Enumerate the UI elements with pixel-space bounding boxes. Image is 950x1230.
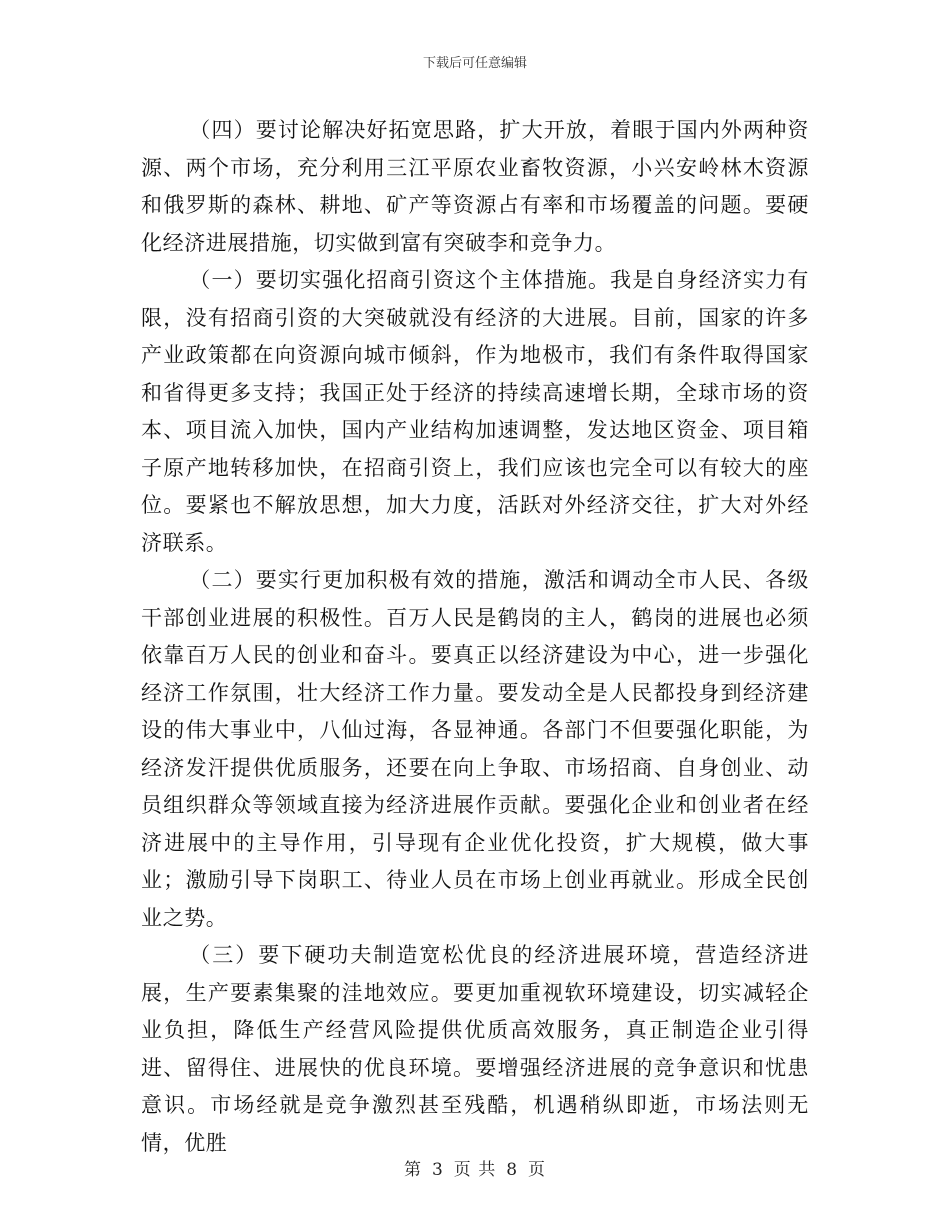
paragraph-2: （二）要实行更加积极有效的措施，激活和调动全市人民、各级干部创业进展的积极性。百万人民是鹤岗的主人，鹤岗的进展也必须依靠百万人民的创业和奋斗。要真正以经济建设为中心，进一步强化经济工作氛围，壮大经济工作力量。要发动全是人民都投身到经济建设的伟大事业中，八仙过海，各显神通。各部门不但要强化职能，为经济发汗提供优质服务，还要在向上争取、市场招商、自身创业、动员组织群众等领域直接为经济进展作贡献。要强化企业和创业者在经济进展中的主导作用，引导现有企业优化投资，扩大规模，做大事业；激励引导下岗职工、待业人员在市场上创业再就业。形成全民创业之势。 [141,568,809,930]
paragraph-1: （一）要切实强化招商引资这个主体措施。我是自身经济实力有限，没有招商引资的大突破就没有经济的大进展。目前，国家的许多产业政策都在向资源向城市倾斜，作为地极市，我们有条件取得国家和省得更多支持；我国正处于经济的持续高速增长期，全球市场的资本、项目流入加快，国内产业结构加速调整，发达地区资金、项目箱子原产地转移加快，在招商引资上，我们应该也完全可以有较大的座位。要紧也不解放思想，加大力度，活跃对外经济交往，扩大对外经济联系。 [141,268,809,555]
footer-current-page: 3 [431,1160,444,1180]
footer-total-pages: 8 [506,1160,519,1180]
footer-prefix: 第 [403,1160,422,1180]
document-body [141,112,809,1162]
paragraph-4: （四）要讨论解决好拓宽思路，扩大开放，着眼于国内外两种资源、两个市场，充分利用三江平原农业畜牧资源，小兴安岭林木资源和俄罗斯的森林、耕地、矿产等资源占有率和市场覆盖的问题。要硬化经济进展措施，切实做到富有突破李和竞争力。 [141,118,809,255]
footer-suffix: 页 [528,1160,547,1180]
page-header-note: 下载后可任意编辑 [422,56,527,71]
page-footer [0,1155,950,1180]
footer-middle: 页 共 [453,1160,497,1180]
paragraph-3: （三）要下硬功夫制造宽松优良的经济进展环境，营造经济进展，生产要素集聚的洼地效应。要更加重视软环境建设，切实减轻企业负担，降低生产经营风险提供优质高效服务，真正制造企业引得进、留得住、进展快的优良环境。要增强经济进展的竞争意识和忧患意识。市场经就是竞争激烈甚至残酷，机遇稍纵即逝，市场法则无情，优胜 [141,943,809,1155]
